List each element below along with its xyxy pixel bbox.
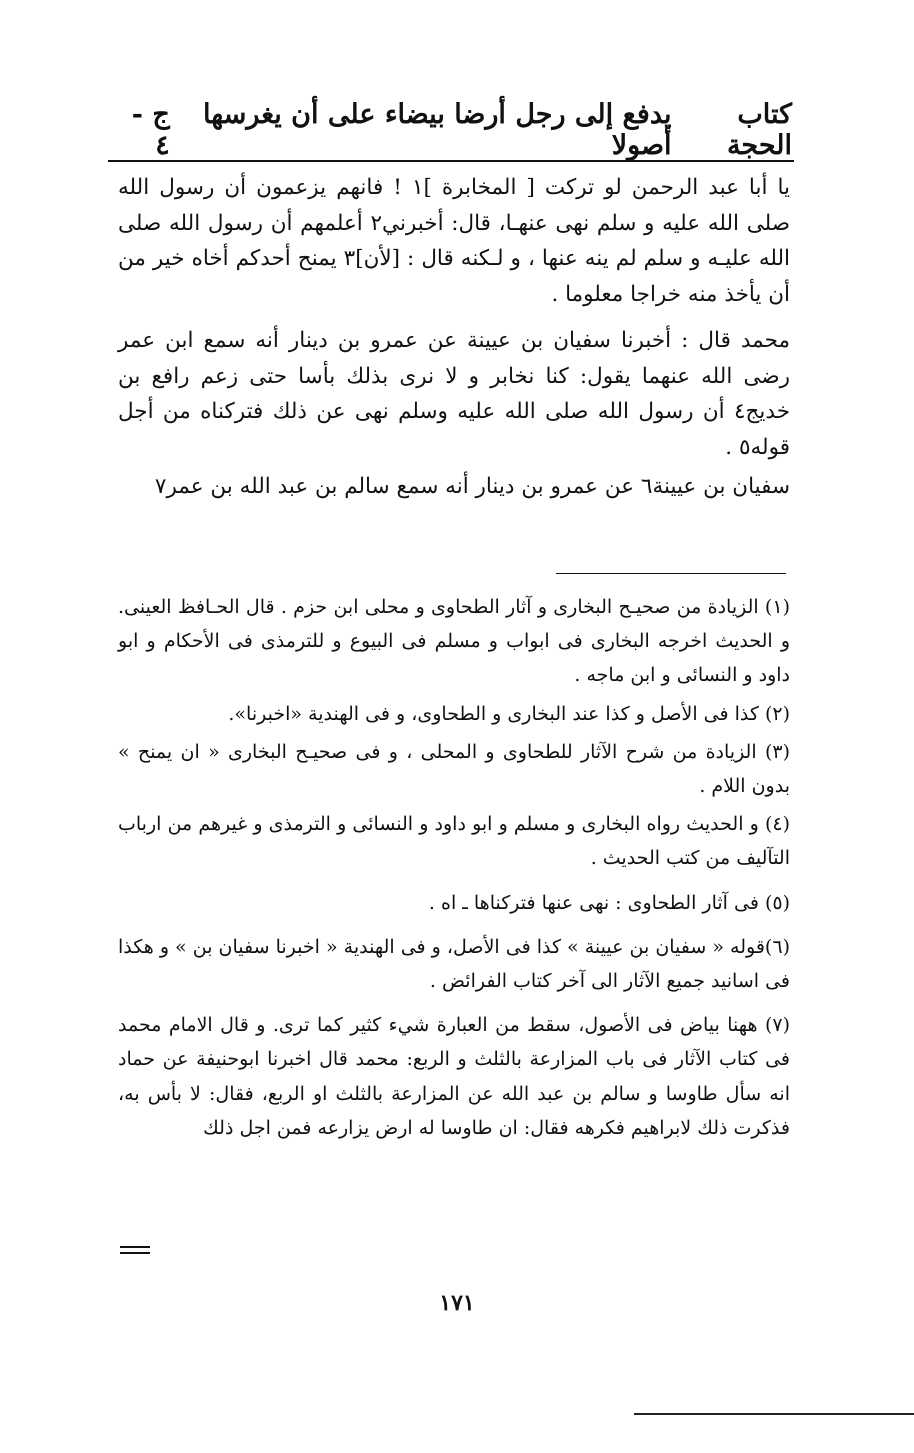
volume-label: ج - ٤ xyxy=(131,99,170,161)
footnote-7: (٧) ههنا بياض فى الأصول، سقط من العبارة شيء كثير كما ترى. و قال الامام محمد فى كتاب الآثار فى باب المزارعة بالثلث و الربع: محمد قال اخبرنا ابوحنيفة عن حماد انه سأل طاوسا و سالم بن عبد الله عن المزارعة بالثلث او الربع، فقال: لا بأس به، فذكرت ذلك لابراهيم فكرهه فقال: ان طاوسا له ارض يزارعه فمن اجل ذلك xyxy=(118,1014,790,1139)
main-text xyxy=(118,170,790,505)
footnote-separator xyxy=(556,573,786,574)
footnote-5: (٥) فى آثار الطحاوى : نهى عنها فتركناها ـ اه . xyxy=(428,891,790,914)
paragraph: محمد قال : أخبرنا سفيان بن عيينة عن عمرو بن دينار أنه سمع ابن عمر رضى الله عنهما يقول: كنا نخابر و لا نرى بذلك بأسا حتى زعم رافع بن خديج٤ أن رسول الله صلى الله عليه وسلم نهى عن ذلك فتركناه من أجل قوله٥ . xyxy=(118,328,790,460)
book-title: كتاب الحجة xyxy=(726,99,792,161)
footnote-6: (٦)قوله « سفيان بن عيينة » كذا فى الأصل، و فى الهندية « اخبرنا سفيان بن » و هكذا فى اسانيد جميع الآثار الى آخر كتاب الفرائض . xyxy=(118,935,790,993)
running-header xyxy=(112,99,792,161)
continuation-mark xyxy=(120,1246,150,1258)
footnote-2: (٢) كذا فى الأصل و كذا عند البخارى و الطحاوى، و فى الهندية «اخبرنا». xyxy=(228,702,790,725)
chapter-title: يدفع إلى رجل أرضا بيضاء على أن يغرسها أصولا xyxy=(203,99,672,161)
header-rule xyxy=(108,160,794,162)
page-number: ١٧١ xyxy=(439,1290,475,1316)
footnotes xyxy=(118,590,790,1145)
bottom-rule xyxy=(634,1413,914,1415)
footnote-3: (٣) الزيادة من شرح الآثار للطحاوى و المحلى ، و فى صحيـح البخارى « ان يمنح » بدون اللام . xyxy=(118,740,790,798)
paragraph: يا أبا عبد الرحمن لو تركت [ المخابرة ]١ ! فانهم يزعمون أن رسول الله صلى الله عليه و سلم نهى عنهـا، قال: أخبرني٢ أعلمهم أن رسول الله صلى الله عليـه و سلم لم ينه عنها ، و لـكنه قال : [لأن]٣ يمنح أحدكم أخاه خير من أن يأخذ منه خراجا معلوما . xyxy=(118,175,791,307)
footnote-4: (٤) و الحديث رواه البخارى و مسلم و ابو داود و النسائى و الترمذى و غيرهم من ارباب التآليف من كتب الحديث . xyxy=(118,813,790,870)
paragraph: سفيان بن عيينة٦ عن عمرو بن دينار أنه سمع سالم بن عبد الله بن عمر٧ xyxy=(154,474,790,499)
footnote-1: (١) الزيادة من صحيـح البخارى و آثار الطحاوى و محلى ابن حزم . قال الحـافظ العينى. و الحديث اخرجه البخارى فى ابواب و مسلم فى البيوع و للترمذى فى الأحكام و ابو داود و النسائى و ابن ماجه . xyxy=(118,596,790,687)
